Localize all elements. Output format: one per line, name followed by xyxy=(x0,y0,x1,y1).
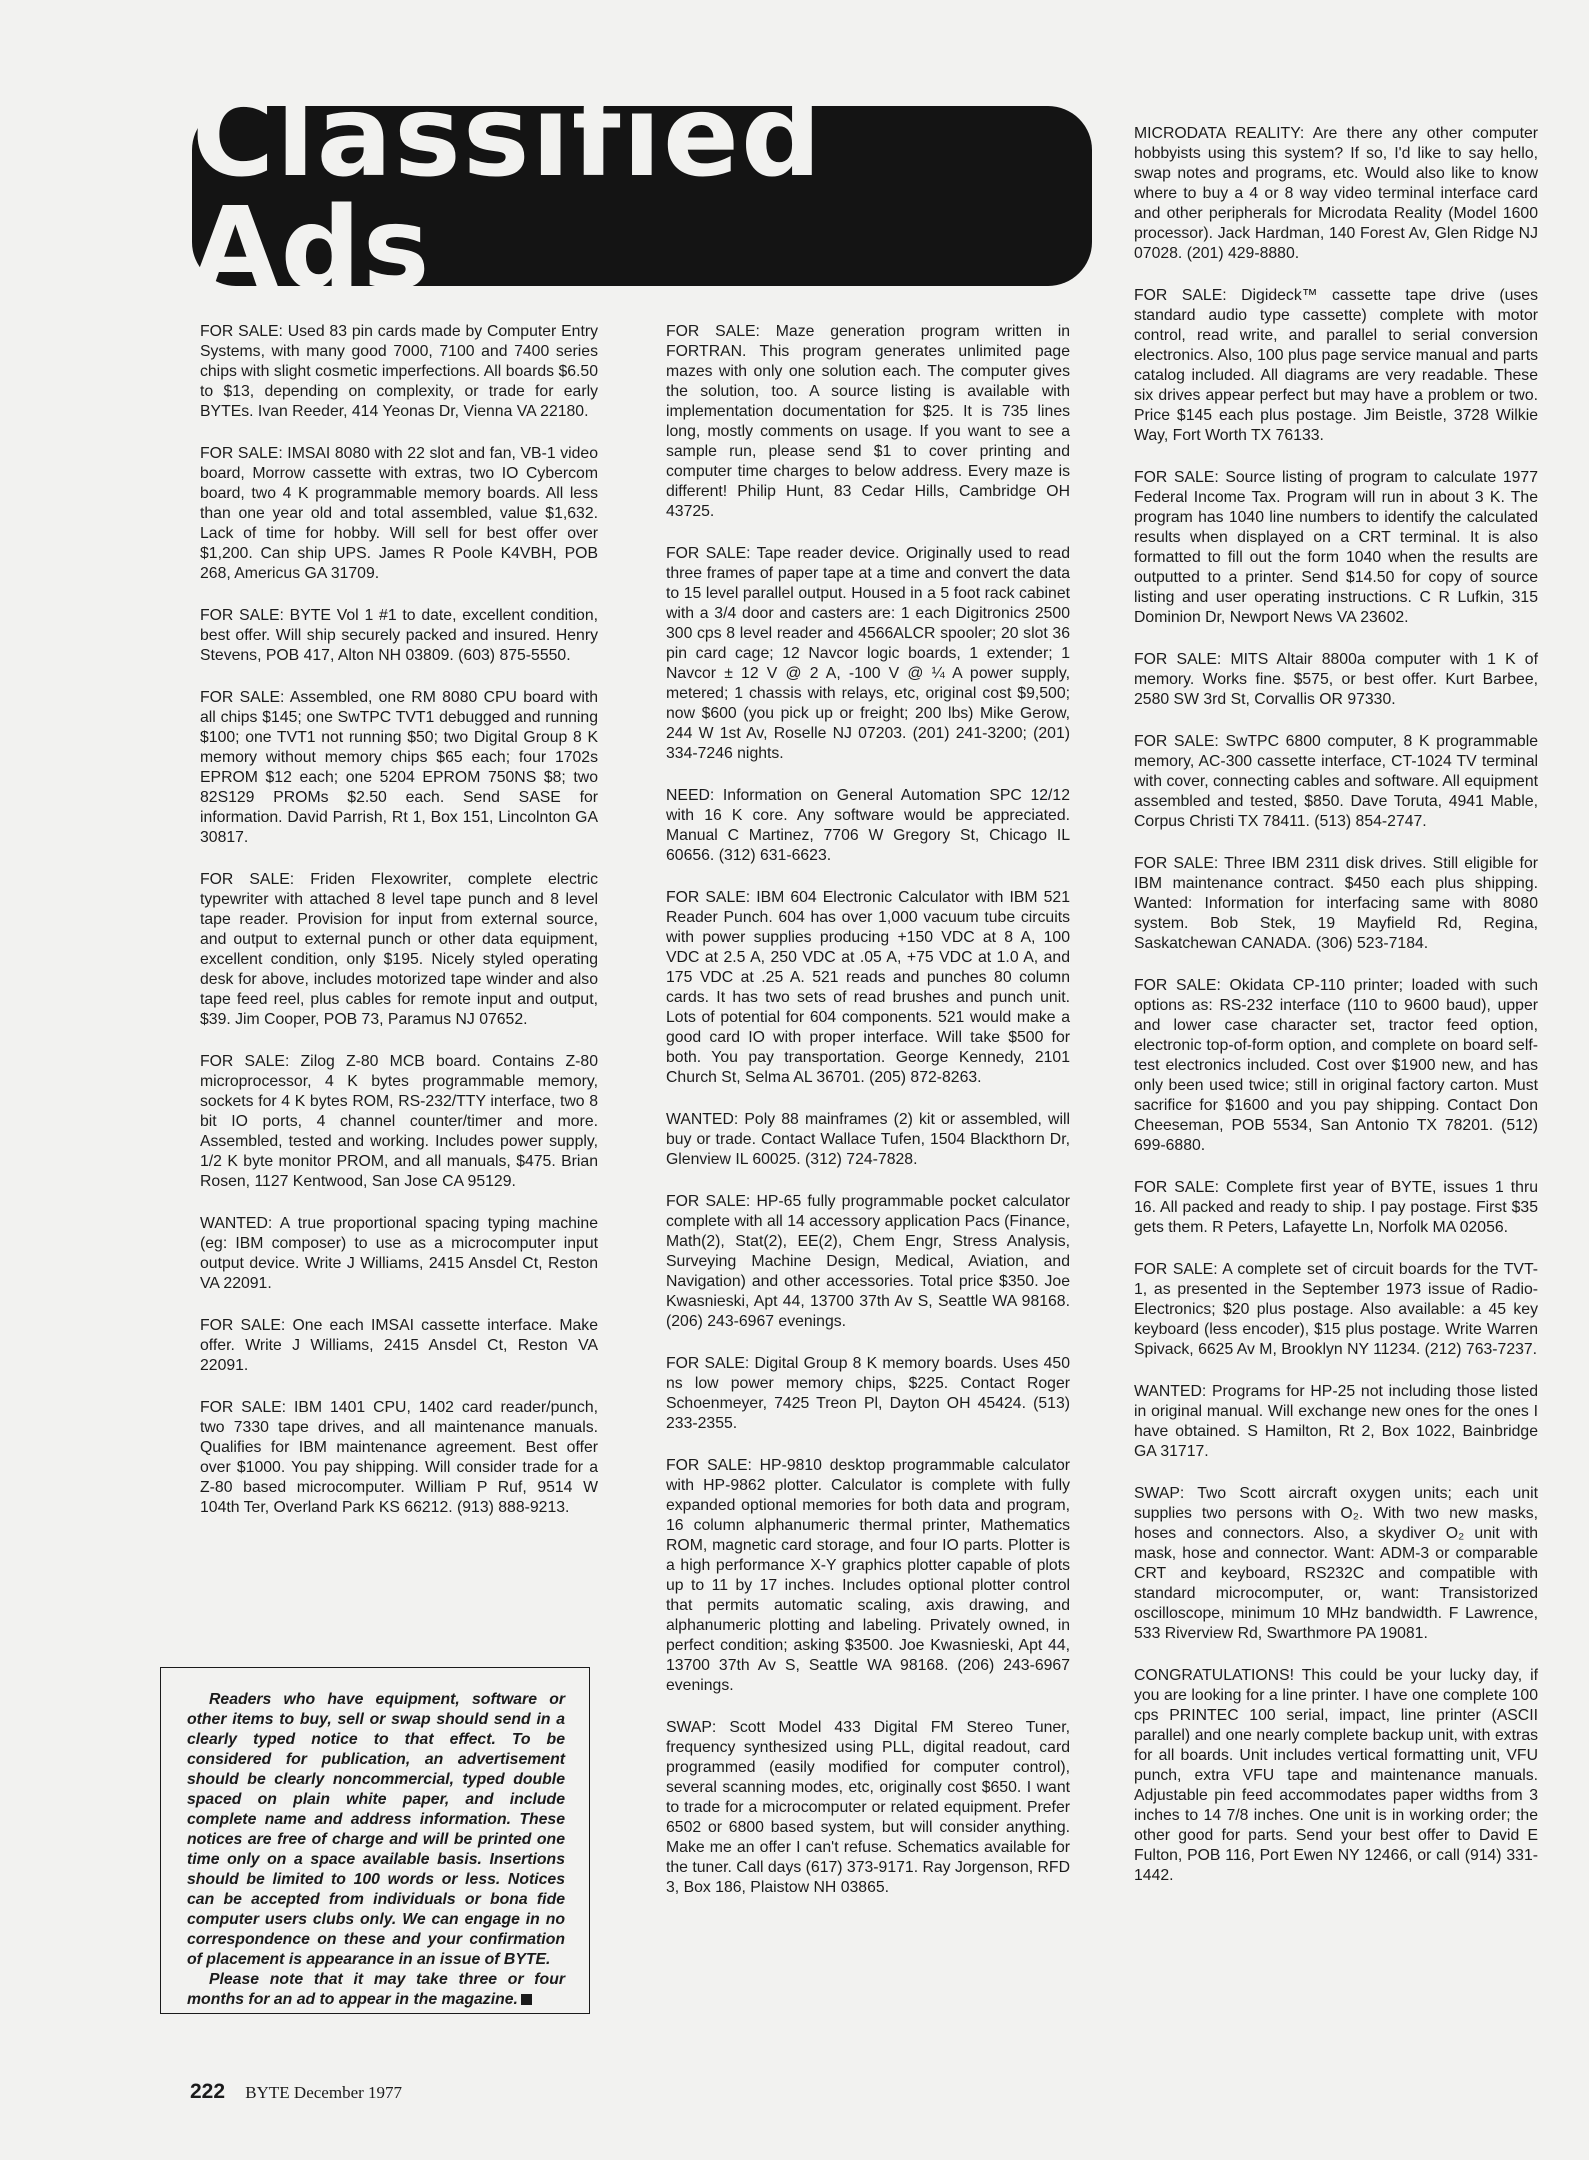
submission-notice-box xyxy=(160,1667,590,2014)
ad-item: WANTED: Programs for HP-25 not including those listed in original manual. Will exchange new ones for the ones I have obtained. S Hamilton, Rt 2, Box 1022, Bainbridge GA 31717. xyxy=(1134,1383,1538,1460)
ad-item: FOR SALE: IMSAI 8080 with 22 slot and fan, VB-1 video board, Morrow cassette with extras, two IO Cybercom board, two 4 K programmable memory boards. All less than one year old and total assembled, value $1,632. Lack of time for hobby. Will sell for best offer over $1,200. Can ship UPS. James R Poole K4VBH, POB 268, Americus GA 31709. xyxy=(200,445,598,582)
ad-item: NEED: Information on General Automation SPC 12/12 with 16 K core. Any software would be appreciated. Manual C Martinez, 7706 W Gregory St, Chicago IL 60656. (312) 631-6623. xyxy=(666,787,1070,864)
ad-item: FOR SALE: Used 83 pin cards made by Computer Entry Systems, with many good 7000, 7100 and 7400 series chips with slight cosmetic imperfections. All boards $6.50 to $13, depending on complexity, or trade for early BYTEs. Ivan Reeder, 414 Yeonas Dr, Vienna VA 22180. xyxy=(200,323,598,420)
issue-label: BYTE December 1977 xyxy=(245,2083,403,2102)
ad-item: FOR SALE: HP-9810 desktop programmable calculator with HP-9862 plotter. Calculator is complete with fully expanded optional memories for both data and program, 16 column alphanumeric thermal printer, Mathematics ROM, magnetic card storage, and four IO parts. Plotter is a high performance X-Y graphics plotter capable of plots up to 11 by 17 inches. Includes optional plotter control that permits automatic scaling, axis drawing, and alphanumeric plotting and labeling. Privately owned, in perfect condition; asking $3500. Joe Kwasnieski, Apt 44, 13700 37th Av S, Seattle WA 98168. (206) 243-6967 evenings. xyxy=(666,1457,1070,1694)
ad-item: FOR SALE: Source listing of program to calculate 1977 Federal Income Tax. Program will run in about 3 K. The program has 1040 line numbers to identify the calculated results when displayed on a CRT terminal. It is also formatted to fill out the form 1040 when the results are outputted to a printer. Send $14.50 for copy of source listing and user operating instructions. C R Lufkin, 315 Dominion Dr, Newport News VA 23602. xyxy=(1134,469,1538,626)
ad-item: CONGRATULATIONS! This could be your lucky day, if you are looking for a line printer. I have one complete 100 cps PRINTEC 100 serial, impact, line printer (ASCII parallel) and one nearly complete backup unit, with extras for all boards. Unit includes vertical formatting unit, VFU punch, extra VFU tape and maintenance manuals. Adjustable pin feed accommodates paper widths from 3 inches to 14 7/8 inches. One unit is in working order; the other good for parts. Send your best offer to David E Fulton, POB 116, Port Ewen NY 12466, or call (914) 331-1442. xyxy=(1134,1667,1538,1884)
ad-item: FOR SALE: IBM 1401 CPU, 1402 card reader/punch, two 7330 tape drives, and all maintenance manuals. Qualifies for IBM maintenance agreement. Best offer over $1000. You pay shipping. Will consider trade for a Z-80 based microcomputer. William P Ruf, 9514 W 104th Ter, Overland Park KS 66212. (913) 888-9213. xyxy=(200,1399,598,1516)
ad-item: FOR SALE: IBM 604 Electronic Calculator with IBM 521 Reader Punch. 604 has over 1,000 vacuum tube circuits with power supplies producing +150 VDC at 8 A, 100 VDC at 2.5 A, 250 VDC at .05 A, +75 VDC at 1.0 A, and 175 VDC at .25 A. 521 reads and punches 80 column cards. It has two sets of read brushes and punch unit. Lots of potential for 604 components. 521 would make a good card IO with proper interface. Will take $500 for both. You pay transportation. George Kennedy, 2101 Church St, Selma AL 36701. (205) 872-8263. xyxy=(666,889,1070,1086)
ad-item: FOR SALE: Complete first year of BYTE, issues 1 thru 16. All packed and ready to ship. I pay postage. First $35 gets them. R Peters, Lafayette Ln, Norfolk MA 02056. xyxy=(1134,1179,1538,1236)
ad-item: MICRODATA REALITY: Are there any other computer hobbyists using this system? If so, I'd like to say hello, swap notes and programs, etc. Would also like to know where to buy a 4 or 8 way video terminal interface card and other peripherals for Microdata Reality (Model 1600 processor). Jack Hardman, 140 Forest Av, Glen Ridge NJ 07028. (201) 429-8880. xyxy=(1134,125,1538,262)
ad-item: FOR SALE: BYTE Vol 1 #1 to date, excellent condition, best offer. Will ship securely packed and insured. Henry Stevens, POB 417, Alton NH 03809. (603) 875-5550. xyxy=(200,607,598,664)
ad-item: FOR SALE: Three IBM 2311 disk drives. Still eligible for IBM maintenance contract. $450 each plus shipping. Wanted: Information for interfacing same with 8080 system. Bob Stek, 19 Mayfield Rd, Regina, Saskatchewan CANADA. (306) 523-7184. xyxy=(1134,855,1538,952)
ad-item: FOR SALE: Zilog Z-80 MCB board. Contains Z-80 microprocessor, 4 K bytes programmable memory, sockets for 4 K bytes ROM, RS-232/TTY interface, two 8 bit IO ports, 4 channel counter/timer and more. Assembled, tested and working. Includes power supply, 1/2 K byte monitor PROM, and all manuals, $475. Brian Rosen, 1127 Kentwood, San Jose CA 95129. xyxy=(200,1053,598,1190)
ad-item: FOR SALE: SwTPC 6800 computer, 8 K programmable memory, AC-300 cassette interface, CT-1024 TV terminal with cover, connecting cables and software. All equipment assembled and tested, $850. Dave Toruta, 4941 Mable, Corpus Christi TX 78411. (513) 854-2747. xyxy=(1134,733,1538,830)
notice-paragraph xyxy=(187,1970,565,2010)
page-footer xyxy=(190,2080,402,2104)
ad-item: FOR SALE: Friden Flexowriter, complete electric typewriter with attached 8 level tape punch and 8 level tape reader. Provision for input from external source, and output to external punch or other data equipment, excellent condition, only $195. Nicely styled operating desk for above, includes motorized tape winder and also tape feed reel, plus cables for remote input and output, $39. Jim Cooper, POB 73, Paramus NJ 07652. xyxy=(200,871,598,1028)
ads-column-right xyxy=(1134,124,1538,1908)
ads-column-left xyxy=(200,322,598,1540)
ad-item: FOR SALE: One each IMSAI cassette interface. Make offer. Write J Williams, 2415 Ansdel Ct, Reston VA 22091. xyxy=(200,1317,598,1374)
ad-item: FOR SALE: Digital Group 8 K memory boards. Uses 450 ns low power memory chips, $225. Contact Roger Schoenmeyer, 7425 Treon Pl, Dayton OH 45424. (513) 233-2355. xyxy=(666,1355,1070,1432)
ads-column-middle xyxy=(666,322,1070,1920)
ad-item: SWAP: Scott Model 433 Digital FM Stereo Tuner, frequency synthesized using PLL, digital readout, card programmed (easily modified for computer control), several scanning modes, etc, originally cost $650. I want to trade for a microcomputer or related equipment. Prefer 6502 or 6800 based system, but will consider anything. Make me an offer I can't refuse. Schematics available for the tuner. Call days (617) 373-9171. Ray Jorgenson, RFD 3, Box 186, Plaistow NH 03865. xyxy=(666,1719,1070,1896)
notice-text: Please note that it may take three or four months for an ad to appear in the magazine. xyxy=(187,1971,565,2008)
end-mark-icon xyxy=(521,1994,532,2005)
ad-item: SWAP: Two Scott aircraft oxygen units; each unit supplies two persons with O₂. With two new masks, hoses and connectors. Also, a skydiver O₂ unit with mask, hose and connector. Want: ADM-3 or comparable CRT and keyboard, RS232C and compatible with standard microcomputer, or, want: Transistorized oscilloscope, minimum 10 MHz bandwidth. F Lawrence, 533 Riverview Rd, Swarthmore PA 19081. xyxy=(1134,1485,1538,1642)
ad-item: FOR SALE: Maze generation program written in FORTRAN. This program generates unlimited page mazes with only one solution each. The computer gives the solution, too. A source listing is available with implementation documentation for $25. It is 735 lines long, mostly comments on usage. If you want to see a sample run, please send $1 to cover printing and computer time charges to below address. Every maze is different! Philip Hunt, 83 Cedar Hills, Cambridge OH 43725. xyxy=(666,323,1070,520)
ad-item: FOR SALE: HP-65 fully programmable pocket calculator complete with all 14 accessory application Pacs (Finance, Math(2), Stat(2), EE(2), Chem Engr, Stress Analysis, Surveying Machine Design, Medical, Aviation, and Navigation) and other accessories. Total price $350. Joe Kwasnieski, Apt 44, 13700 37th Av S, Seattle WA 98168. (206) 243-6967 evenings. xyxy=(666,1193,1070,1330)
ad-item: FOR SALE: A complete set of circuit boards for the TVT-1, as presented in the September 1973 issue of Radio-Electronics; $20 plus postage. Also available: a 45 key keyboard (less encoder), $15 plus postage. Write Warren Spivack, 6625 Av M, Brooklyn NY 11234. (212) 763-7237. xyxy=(1134,1261,1538,1358)
ad-item: FOR SALE: Digideck™ cassette tape drive (uses standard audio type cassette) complete with motor control, read write, and parallel to serial conversion electronics. Also, 100 plus page service manual and parts catalog included. All diagrams are very readable. These six drives appear perfect but may have a problem or two. Price $145 each plus postage. Jim Beistle, 3728 Wilkie Way, Fort Worth TX 76133. xyxy=(1134,287,1538,444)
page-title: Classified Ads xyxy=(192,72,824,314)
ad-item: WANTED: Poly 88 mainframes (2) kit or assembled, will buy or trade. Contact Wallace Tufen, 1504 Blackthorn Dr, Glenview IL 60025. (312) 724-7828. xyxy=(666,1111,1070,1168)
ad-item: FOR SALE: Okidata CP-110 printer; loaded with such options as: RS-232 interface (110 to 9600 baud), upper and lower case character set, tractor feed option, electronic top-of-form option, and complete on board self-test electronics included. Cost over $1900 new, and has only been used twice; still in original factory carton. Must sacrifice for $1600 and you pay shipping. Contact Don Cheeseman, POB 5534, San Antonio TX 78201. (512) 699-6880. xyxy=(1134,977,1538,1154)
page-number: 222 xyxy=(190,2080,226,2103)
ad-item: FOR SALE: Tape reader device. Originally used to read three frames of paper tape at a time and convert the data to 15 level parallel output. Housed in a 5 foot rack cabinet with a 3/4 door and casters are: 1 each Digitronics 2500 300 cps 8 level reader and 4566ALCR spooler; 20 slot 36 pin card cage; 12 Navcor logic boards, 1 extender; 1 Navcor ± 12 V @ 2 A, -100 V @ ¼ A power supply, metered; 1 chassis with relays, etc, original cost $9,500; now $600 (you pick up or freight; 200 lbs) Mike Gerow, 244 W 1st Av, Roselle NJ 07203. (201) 241-3200; (201) 334-7246 nights. xyxy=(666,545,1070,762)
ad-item: FOR SALE: MITS Altair 8800a computer with 1 K of memory. Works fine. $575, or best offer. Kurt Barbee, 2580 SW 3rd St, Corvallis OR 97330. xyxy=(1134,651,1538,708)
ad-item: WANTED: A true proportional spacing typing machine (eg: IBM composer) to use as a microcomputer input output device. Write J Williams, 2415 Ansdel Ct, Reston VA 22091. xyxy=(200,1215,598,1292)
ad-item: FOR SALE: Assembled, one RM 8080 CPU board with all chips $145; one SwTPC TVT1 debugged and running $100; one TVT1 not running $50; two Digital Group 8 K memory without memory chips $65 each; four 1702s EPROM $12 each; one 5204 EPROM 750NS $8; two 82S129 PROMs $2.50 each. Send SASE for information. David Parrish, Rt 1, Box 151, Lincolnton GA 30817. xyxy=(200,689,598,846)
notice-paragraph: Readers who have equipment, software or other items to buy, sell or swap should send in a clearly typed notice to that effect. To be considered for publication, an advertisement should be clearly noncommercial, typed double spaced on plain white paper, and include complete name and address information. These notices are free of charge and will be printed one time only on a space available basis. Insertions should be limited to 100 words or less. Notices can be accepted from individuals or bona fide computer users clubs only. We can engage in no correspondence on these and your confirmation of placement is appearance in an issue of BYTE. xyxy=(187,1691,565,1968)
classified-ads-banner xyxy=(192,72,1092,314)
